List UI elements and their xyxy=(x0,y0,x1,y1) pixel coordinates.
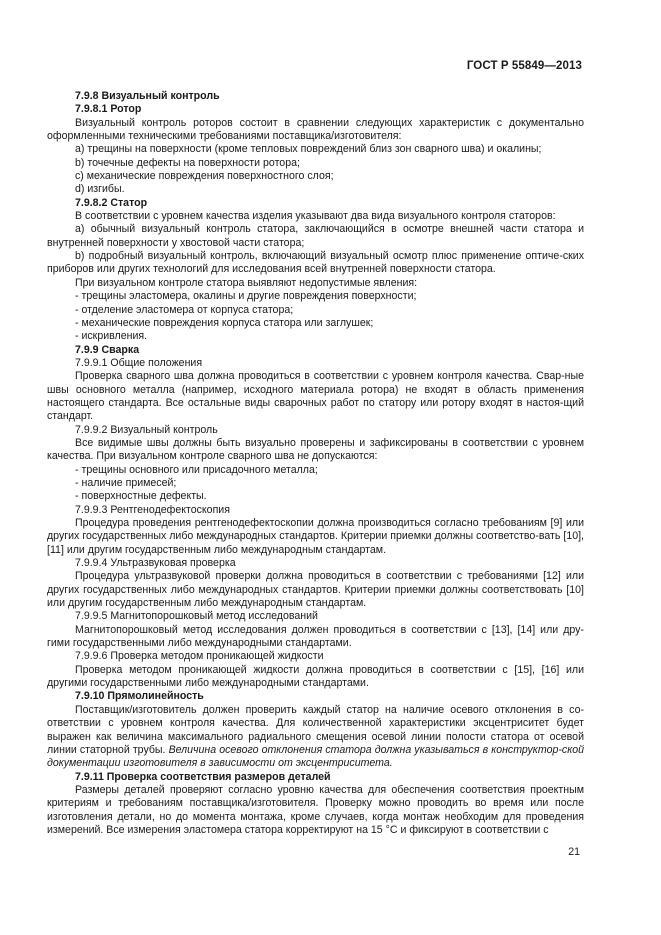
text-line xyxy=(47,183,584,196)
text-line xyxy=(47,650,584,663)
text-line xyxy=(47,464,584,477)
text-line xyxy=(47,317,584,330)
paragraph xyxy=(47,784,584,837)
text-span: 7.9.9.6 Проверка методом проникающей жидкости xyxy=(75,650,324,663)
text-span: 7.9.9.5 Магнитопорошковый метод исследований xyxy=(75,610,318,623)
text-span: - отделение эластомера от корпуса статора; xyxy=(75,303,294,316)
text-line xyxy=(47,170,584,183)
text-span: Процедура проведения рентгенодефектоскопии должна производиться согласно требованиям [9] или других государственных либо международных стандартов. Критерии приемки должны соответство-вать [10], [11] или другим государственным либо международным стандартам. xyxy=(47,517,584,556)
text-span: 7.9.9.1 Общие положения xyxy=(75,356,203,369)
text-line xyxy=(47,357,584,370)
text-span: 7.9.10 Прямолинейность xyxy=(75,690,204,703)
text-line xyxy=(47,490,584,503)
text-line xyxy=(47,157,584,170)
text-span: При визуальном контроле статора выявляют недопустимые явления: xyxy=(75,276,418,289)
text-span: a) обычный визуальный контроль статора, заключающийся в осмотре внешней части статора и внутренней поверхности у хвостовой части статора; xyxy=(47,223,584,249)
text-span: Визуальный контроль роторов состоит в сравнении следующих характеристик с документально оформленными техническими требованиями поставщика/изготовителя: xyxy=(47,116,584,143)
text-line xyxy=(47,477,584,490)
section-heading xyxy=(47,90,584,103)
text-span: b) подробный визуальный контроль, включающий визуальный осмотр плюс применение оптиче-ских приборов или других технологий для исследования всей внутренней поверхности статора. xyxy=(47,250,584,276)
paragraph xyxy=(47,437,584,464)
text-span: В соответствии с уровнем качества изделия указывают два вида визуального контроля статоров: xyxy=(75,210,556,223)
text-span: Процедура ультразвуковой проверки должна проводиться в соответствии с требованиями [12] или других государственных либо международных стандартов. Критерии приемки должны соответствовать [10] или другим государственным либо международным стандартам. xyxy=(47,570,584,610)
text-line xyxy=(47,290,584,303)
text-span: d) изгибы. xyxy=(75,183,125,196)
text-span: - поверхностные дефекты. xyxy=(75,490,207,503)
text-span: Магнитопорошковый метод исследования должен проводиться в соответствии с [13], [14] или дру-гими государственными либо международными стандартами. xyxy=(47,623,584,650)
text-span: c) механические повреждения поверхностного слоя; xyxy=(75,170,334,183)
text-span: Все видимые швы должны быть визуально проверены и зафиксированы в соответствии с уровнем качества. При визуальном контроле сварного шва не допускаются: xyxy=(47,436,584,463)
text-span: 7.9.11 Проверка соответствия размеров деталей xyxy=(75,770,331,783)
section-heading xyxy=(47,344,584,357)
text-line xyxy=(47,424,584,437)
section-heading xyxy=(47,103,584,116)
paragraph xyxy=(47,664,584,691)
paragraph xyxy=(47,517,584,557)
text-span: - трещины эластомера, окалины и другие повреждения поверхности; xyxy=(75,290,417,303)
text-span: - трещины основного или присадочного металла; xyxy=(75,463,318,476)
paragraph xyxy=(47,704,584,771)
section-heading xyxy=(47,197,584,210)
text-span: Размеры деталей проверяют согласно уровню качества для обеспечения соответствия проектным критериям и требованиям поставщика/изготовителя. Проверку можно проводить во время или после изготовления детали, но до момента монтажа, кроме случаев, когда монтаж необходим для проведения измерений. Все измерения эластомера статора корректируют на 15 °С и фиксируют в соответствии с xyxy=(47,783,584,836)
text-span: Проверка методом проникающей жидкости должна проводиться в соответствии с [15], [16] или другими государственными либо международными стандартами. xyxy=(47,663,584,690)
text-span: Проверка сварного шва должна проводиться в соответствии с уровнем контроля качества. Свар-ные швы основного металла (например, исходного материала ротора) не входят в область применения настоящего стандарта. Все остальные виды сварочных работ по статору или ротору входят в настоя-щий стандарт. xyxy=(47,370,584,423)
text-span: a) трещины на поверхности (кроме тепловых повреждений близ зон сварного шва) и окалины; xyxy=(75,143,542,156)
text-span: Поставщик/изготовитель должен проверить каждый статор на наличие осевого отклонения в со-ответствии с уровнем контроля качества. Для количественной характеристики эксцентриситет будет выражен как величина максимального радиального смещения осевой линии полости статора от осевой линии статорной трубы. xyxy=(47,703,584,756)
text-span: 7.9.8.1 Ротор xyxy=(75,103,142,116)
paragraph xyxy=(47,370,584,423)
text-line xyxy=(47,210,584,223)
text-span: - наличие примесей; xyxy=(75,476,177,489)
document-body xyxy=(47,90,584,837)
section-heading xyxy=(47,690,584,703)
paragraph xyxy=(47,117,584,144)
paragraph xyxy=(47,570,584,610)
page-number: 21 xyxy=(568,846,580,858)
text-line xyxy=(47,557,584,570)
text-line xyxy=(47,143,584,156)
text-line xyxy=(47,504,584,517)
paragraph xyxy=(47,624,584,651)
section-heading xyxy=(47,771,584,784)
text-line xyxy=(47,304,584,317)
text-line xyxy=(47,277,584,290)
paragraph xyxy=(47,223,584,250)
text-line xyxy=(47,330,584,343)
text-span: 7.9.9.2 Визуальный контроль xyxy=(75,423,218,436)
text-span: - искривления. xyxy=(75,330,148,343)
text-span: 7.9.8.2 Статор xyxy=(75,196,148,209)
paragraph xyxy=(47,250,584,277)
text-span: 7.9.9.4 Ультразвуковая проверка xyxy=(75,557,236,570)
text-span: 7.9.9 Сварка xyxy=(75,343,140,356)
text-line xyxy=(47,610,584,623)
text-span: 7.9.9.3 Рентгенодефектоскопия xyxy=(75,503,230,516)
text-span: - механические повреждения корпуса статора или заглушек; xyxy=(75,316,374,329)
text-span: b) точечные дефекты на поверхности ротора; xyxy=(75,156,300,169)
italic-text: Величина осевого отклонения статора должна указываться в конструктор-ской документации изготовителя в зависимости от эксцентриситета. xyxy=(47,743,584,770)
document-header: ГОСТ Р 55849—2013 xyxy=(466,60,582,72)
text-span: 7.9.8 Визуальный контроль xyxy=(75,90,220,102)
